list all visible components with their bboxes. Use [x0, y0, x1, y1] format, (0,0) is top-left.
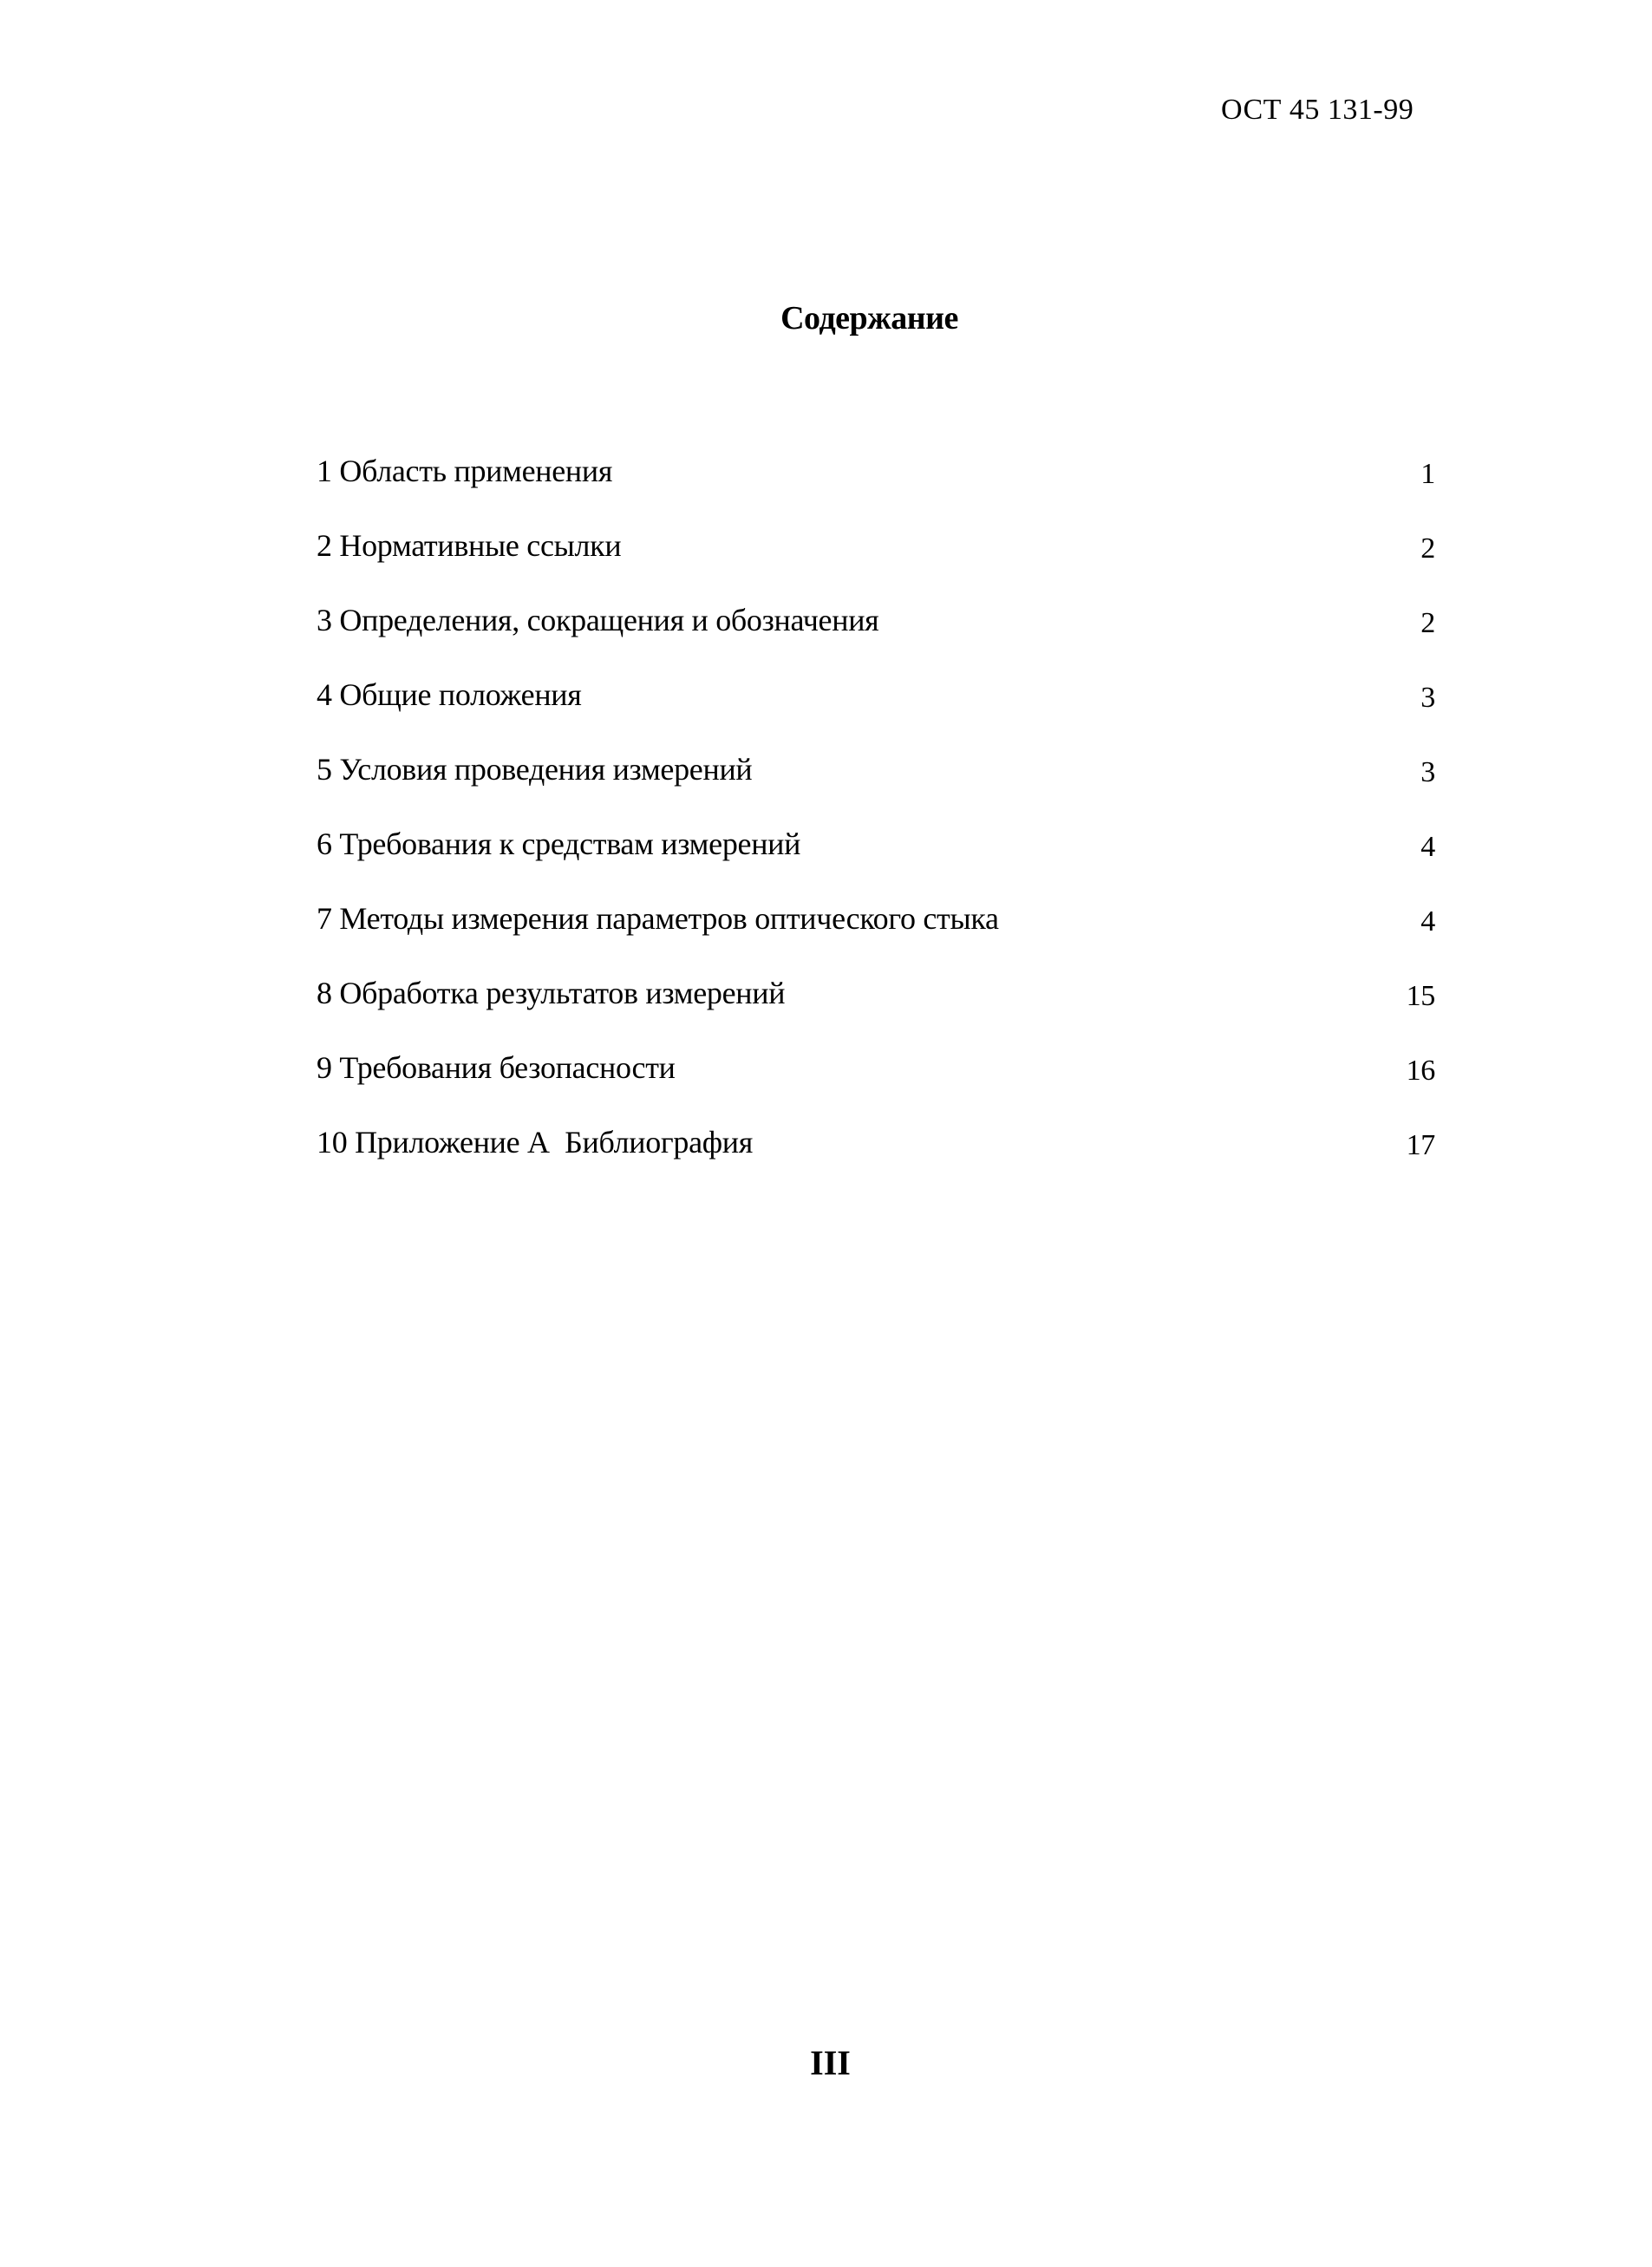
toc-entry: [317, 1043, 1444, 1118]
toc-entry-label: 7 Методы измерения параметров оптического стыка: [317, 901, 999, 936]
toc-entry: [317, 894, 1444, 969]
toc-entry: [317, 969, 1444, 1043]
toc-entry-label: 4 Общие положения: [317, 677, 582, 712]
toc-entry-page: 4: [1420, 831, 1435, 863]
toc-entry: [317, 820, 1444, 894]
document-code: ОСТ 45 131-99: [1221, 94, 1414, 126]
toc-entry-page: 15: [1406, 980, 1435, 1012]
toc-entry: [317, 521, 1444, 596]
toc-entry-page: 3: [1420, 756, 1435, 788]
toc-entry: [317, 1118, 1444, 1192]
toc-entry-label: 1 Область применения: [317, 454, 613, 488]
toc-entry: [317, 447, 1444, 521]
toc-entry-label: 9 Требования безопасности: [317, 1050, 676, 1085]
toc-entry-page: 2: [1420, 532, 1435, 565]
page-number: III: [810, 2043, 851, 2082]
toc-entry-page: 16: [1406, 1055, 1435, 1087]
toc-entry-label: 3 Определения, сокращения и обозначения: [317, 603, 879, 637]
toc-entry-label: 10 Приложение А Библиография: [317, 1125, 753, 1160]
page-title: Содержание: [780, 300, 958, 336]
toc-entry: [317, 745, 1444, 820]
toc-entry-page: 4: [1420, 905, 1435, 938]
toc-entry-page: 1: [1420, 458, 1435, 490]
toc-entry-page: 3: [1420, 682, 1435, 714]
table-of-contents: [317, 447, 1444, 1192]
toc-entry-label: 6 Требования к средствам измерений: [317, 826, 801, 861]
toc-entry: [317, 596, 1444, 670]
toc-entry-page: 2: [1420, 607, 1435, 639]
toc-entry-page: 17: [1406, 1129, 1435, 1161]
toc-entry-label: 8 Обработка результатов измерений: [317, 976, 786, 1010]
toc-entry-label: 2 Нормативные ссылки: [317, 528, 622, 563]
toc-entry-label: 5 Условия проведения измерений: [317, 752, 753, 787]
toc-entry: [317, 670, 1444, 745]
